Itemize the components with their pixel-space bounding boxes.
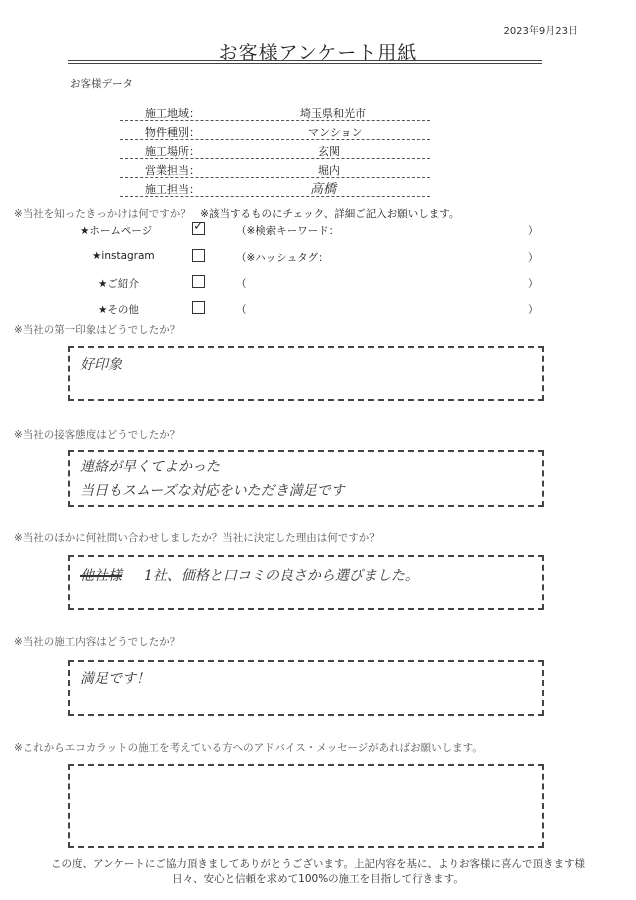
info-value: 堀内 xyxy=(318,164,340,177)
question-work-quality: ※当社の施工内容はどうでしたか？ xyxy=(14,636,181,648)
customer-data-table xyxy=(120,102,430,197)
info-row-area xyxy=(120,102,430,121)
info-label: 営業担当： xyxy=(145,164,200,177)
option-label-referral: ★ご紹介 xyxy=(98,278,139,290)
checkbox-other[interactable] xyxy=(192,301,205,314)
handwritten-answer: 1社、価格と口コミの良さから選びました。 xyxy=(144,568,419,584)
detail-close: ） xyxy=(528,278,539,290)
option-label-homepage: ★ホームページ xyxy=(80,225,153,237)
detail-homepage: （※検索キーワード： xyxy=(236,225,340,237)
answer-box-other-companies[interactable] xyxy=(68,555,544,610)
footer-line-2: 日々、安心と信頼を求めて100%の施工を目指して行きます。 xyxy=(172,873,464,885)
info-value: 玄関 xyxy=(318,145,340,158)
footer-line-1: この度、アンケートにご協力頂きましてありがとうございます。上記内容を基に、よりお客様に喜んで頂きます様 xyxy=(50,858,586,870)
question-advice-message: ※これからエコカラットの施工を考えている方へのアドバイス・メッセージがあればお願いします。 xyxy=(14,742,483,754)
handwritten-answer: 好印象 xyxy=(80,357,122,373)
info-label: 施工担当： xyxy=(145,183,200,196)
title-underline-2 xyxy=(68,63,542,64)
survey-date: 2023年9月23日 xyxy=(503,26,578,37)
info-label: 物件種別： xyxy=(145,126,200,139)
question-text: ※当社を知ったきっかけは何ですか？ xyxy=(14,208,191,220)
question-first-impression: ※当社の第一印象はどうでしたか？ xyxy=(14,324,181,336)
info-value: マンション xyxy=(308,126,363,139)
question-how-found xyxy=(14,206,459,221)
checkbox-homepage[interactable] xyxy=(192,219,205,235)
check-mark-icon: ✓ xyxy=(193,219,204,234)
handwritten-answer: 満足です！ xyxy=(80,671,150,687)
info-value: 埼玉県和光市 xyxy=(300,107,366,120)
checkbox-instagram[interactable] xyxy=(192,249,205,262)
info-row-location xyxy=(120,140,430,159)
customer-data-heading: お客様データ xyxy=(70,78,133,90)
info-row-installer xyxy=(120,178,430,197)
title-underline xyxy=(68,60,542,61)
detail-other: （ xyxy=(236,304,247,316)
answer-box-advice-message[interactable] xyxy=(68,764,544,848)
handwritten-answer-line-1: 連絡が早くてよかった xyxy=(80,459,220,475)
detail-instagram: （※ハッシュタグ： xyxy=(236,252,329,264)
answer-box-work-quality[interactable] xyxy=(68,660,544,716)
option-label-other: ★その他 xyxy=(98,304,139,316)
detail-referral: （ xyxy=(236,278,247,290)
info-row-property-type xyxy=(120,121,430,140)
question-other-companies: ※当社のほかに何社問い合わせしましたか？当社に決定した理由は何ですか？ xyxy=(14,532,380,544)
info-row-sales-rep xyxy=(120,159,430,178)
answer-box-service-attitude[interactable] xyxy=(68,450,544,507)
handwritten-value: 高橋 xyxy=(310,182,337,197)
question-service-attitude: ※当社の接客態度はどうでしたか？ xyxy=(14,429,181,441)
info-label: 施工地域： xyxy=(145,107,200,120)
checkbox-referral[interactable] xyxy=(192,275,205,288)
detail-close: ） xyxy=(528,225,539,237)
struck-out-text: 他社様 xyxy=(80,568,122,584)
handwritten-answer-line-2: 当日もスムーズな対応をいただき満足です xyxy=(80,483,345,499)
detail-close: ） xyxy=(528,252,539,264)
page-title: お客様アンケート用紙 xyxy=(218,42,418,64)
option-label-instagram: ★instagram xyxy=(92,250,155,262)
info-label: 施工場所： xyxy=(145,145,200,158)
question-note: ※該当するものにチェック、詳細ご記入お願いします。 xyxy=(200,208,460,220)
answer-box-first-impression[interactable] xyxy=(68,346,544,401)
detail-close: ） xyxy=(528,304,539,316)
